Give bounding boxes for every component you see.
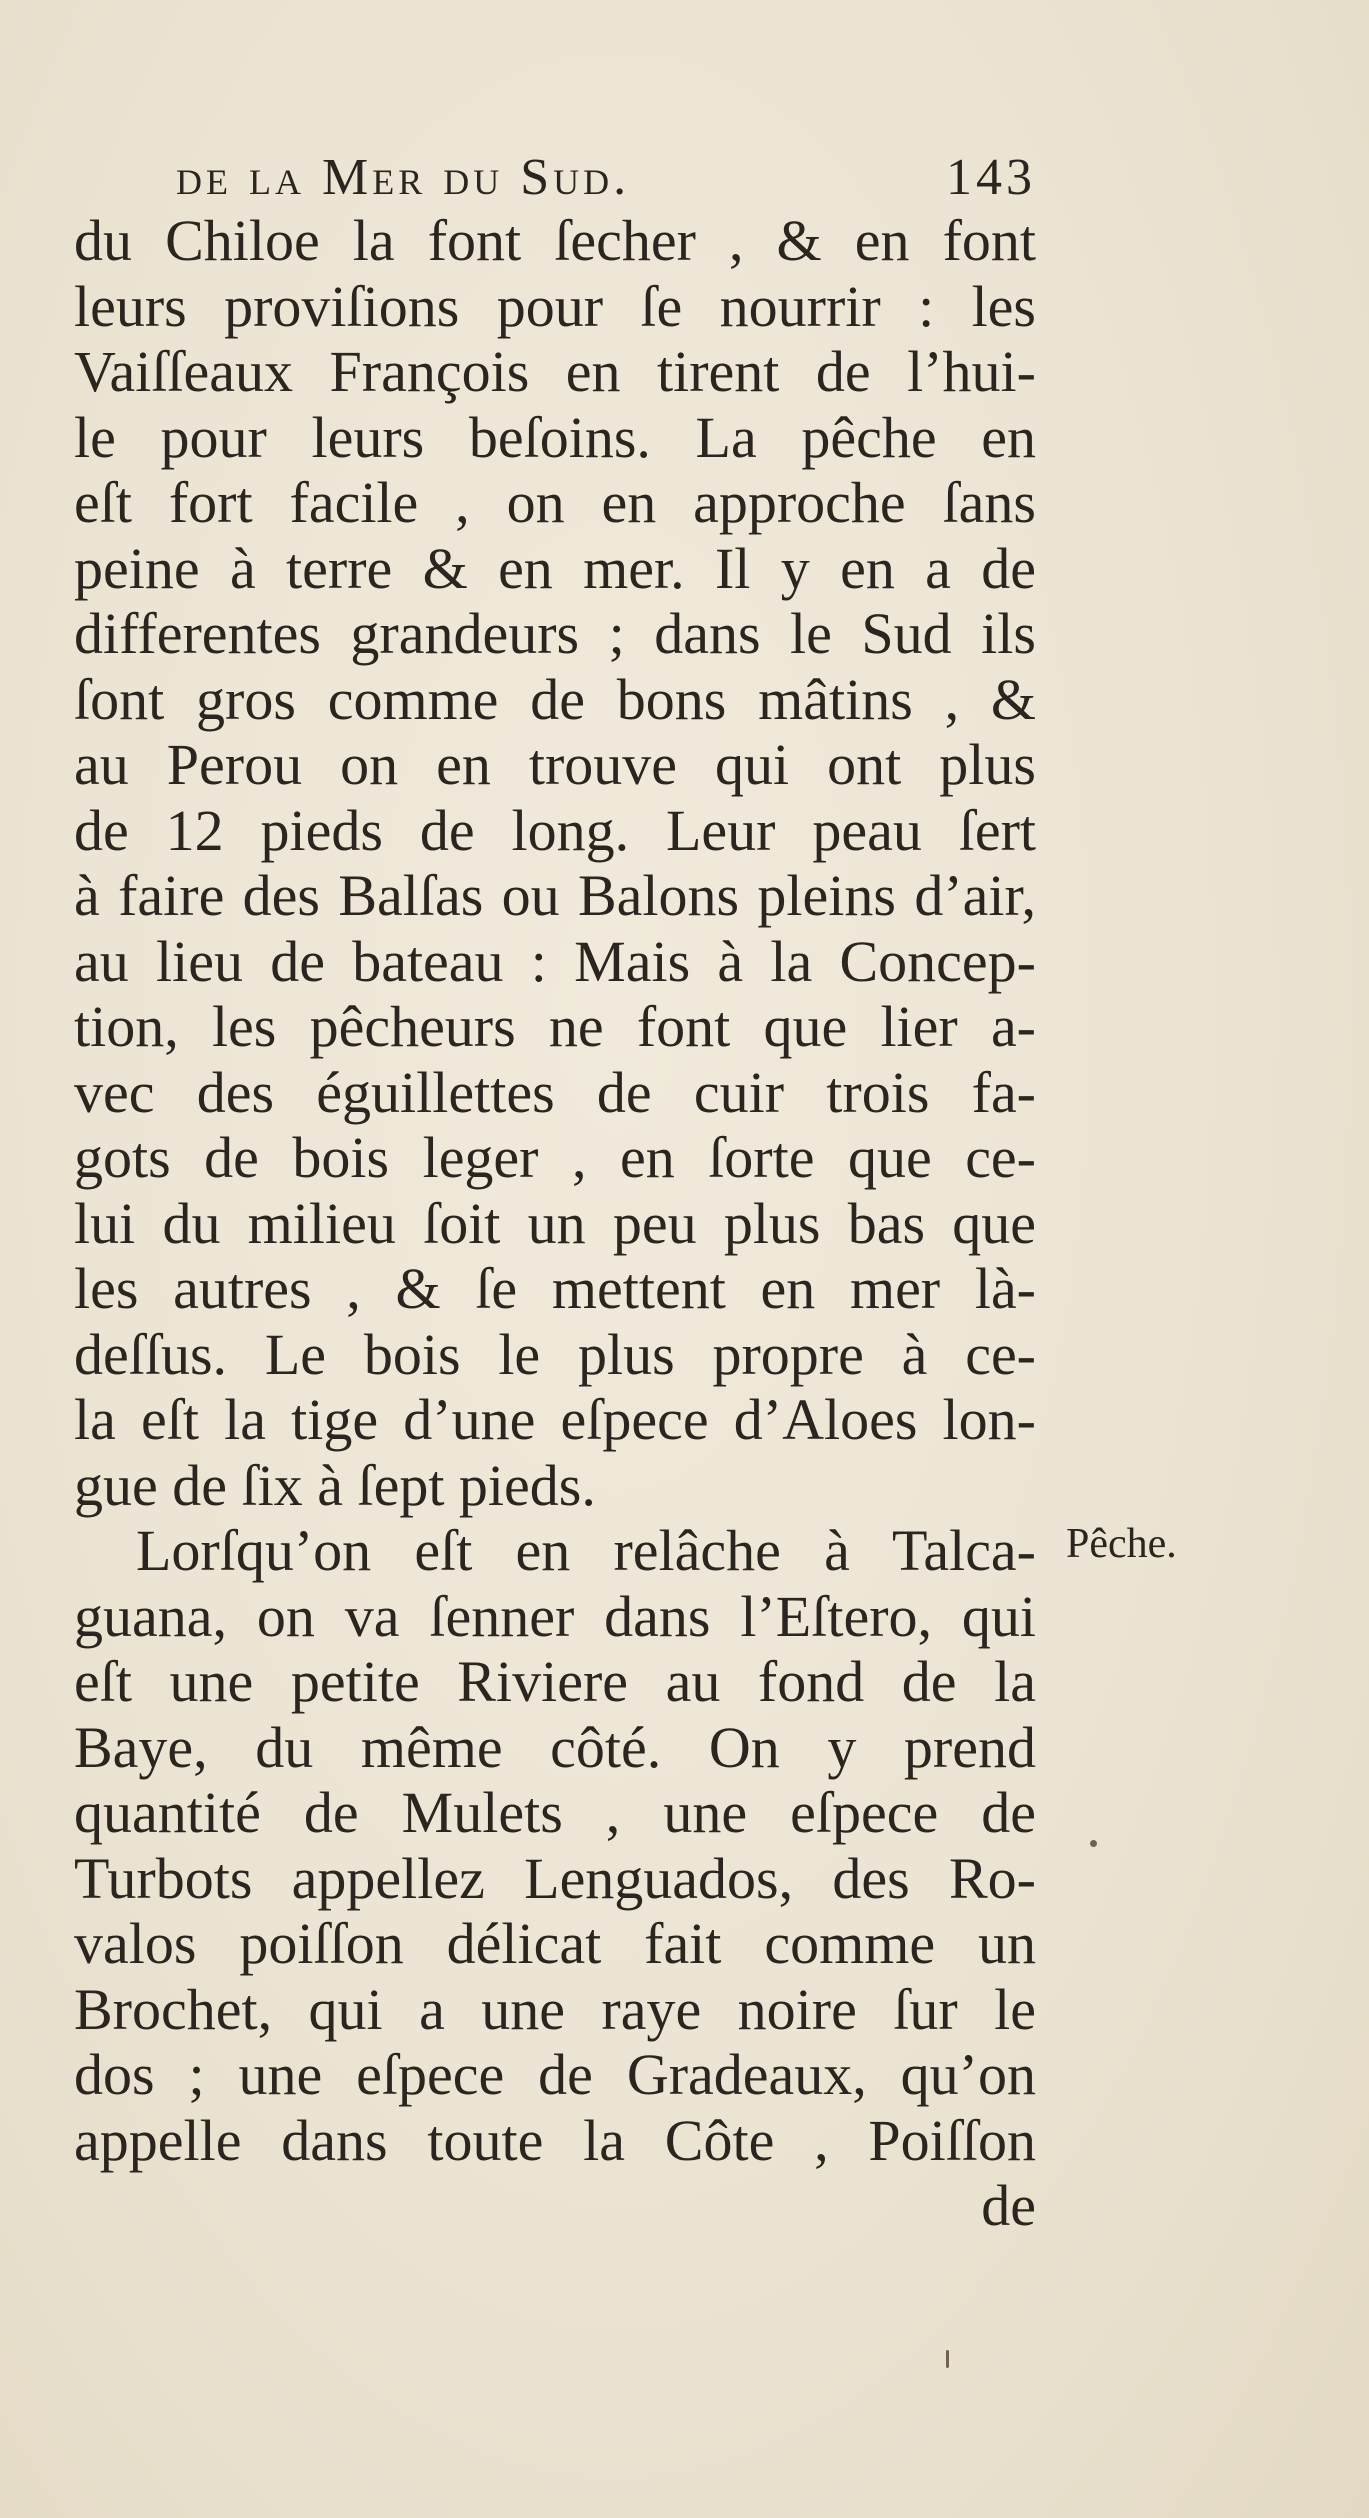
running-title: de la Mer du Sud. [176,149,631,206]
text-line: gue de ſix à ſept pieds. [74,1452,596,1518]
text-line: vec des éguillettes de cuir trois fa- [74,1059,1036,1125]
text-line: Vaiſſeaux François en tirent de l’hui- [74,339,1036,404]
text-line: à faire des Balſas ou Balons pleins d’air, [74,863,1036,928]
text-line: differentes grandeurs ; dans le Sud ils [74,601,1036,666]
page-header [176,148,1036,207]
text-line: au Perou on en trouve qui ont plus [74,732,1036,797]
text-line: quantité de Mulets , une eſpece de [74,1780,1036,1845]
text-line: la eſt la tige d’une eſpece d’Aloes lon- [74,1387,1036,1452]
text-line: de 12 pieds de long. Leur peau ſert [74,797,1036,863]
margin-note: Pêche. [1066,1521,1177,1567]
text-line: Baye, du même côté. On y prend [74,1714,1036,1780]
text-line: le pour leurs beſoins. La pêche en [74,404,1036,470]
text-line: lui du milieu ſoit un peu plus bas que [74,1190,1036,1256]
page-number: 143 [946,149,1036,206]
text-line: les autres , & ſe mettent en mer là- [74,1256,1036,1321]
catchword: de [981,2173,1036,2238]
text-line: Turbots appellez Lenguados, des Ro- [74,1845,1036,1911]
text-line: tion, les pêcheurs ne font que lier a- [74,994,1036,1059]
text-line: ſont gros comme de bons mâtins , & [74,666,1036,732]
text-line: Brochet, qui a une raye noire ſur le [74,1976,1036,2042]
body-text [74,208,1036,2239]
paper-speck [1090,1840,1097,1847]
text-line: au lieu de bateau : Mais à la Concep- [74,928,1036,994]
text-line: peine à terre & en mer. Il y en a de [74,535,1036,601]
paper-speck [946,2350,949,2368]
text-line: dos ; une eſpece de Gradeaux, qu’on [74,2042,1036,2107]
text-line: appelle dans toute la Côte , Poiſſon [74,2107,1036,2173]
text-line: leurs proviſions pour ſe nourrir : les [74,273,1036,339]
text-line: eſt une petite Riviere au fond de la [74,1649,1036,1714]
text-line: gots de bois leger , en ſorte que ce- [74,1125,1036,1190]
text-line: valos poiſſon délicat fait comme un [74,1911,1036,1976]
text-line: du Chiloe la font ſecher , & en font [74,208,1036,273]
text-line: eſt fort facile , on en approche ſans [74,470,1036,535]
text-line: deſſus. Le bois le plus propre à ce- [74,1321,1036,1387]
text-line: Lorſqu’on eſt en relâche à Talca- [136,1518,1036,1583]
text-line: guana, on va ſenner dans l’Eſtero, qui [74,1583,1036,1649]
